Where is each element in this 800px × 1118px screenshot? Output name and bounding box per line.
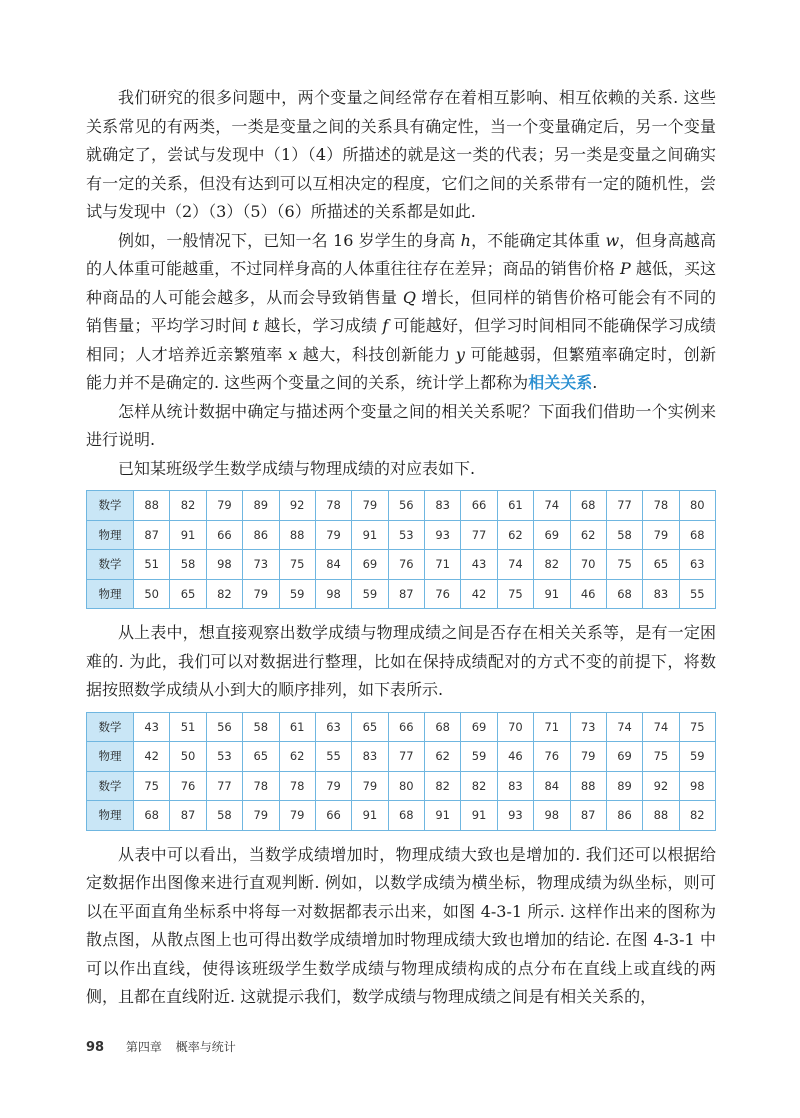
row-header: 物理 [87, 742, 134, 772]
table-cell: 62 [279, 742, 315, 772]
table-row [87, 491, 716, 521]
table-cell: 53 [206, 742, 242, 772]
table-cell: 79 [279, 801, 315, 831]
table-cell: 65 [643, 550, 679, 580]
table-cell: 76 [425, 579, 461, 609]
table-cell: 65 [243, 742, 279, 772]
table-cell: 88 [279, 520, 315, 550]
table-cell: 92 [643, 771, 679, 801]
table-cell: 46 [497, 742, 533, 772]
table-cell: 91 [534, 579, 570, 609]
paragraph-table1-caption: 已知某班级学生数学成绩与物理成绩的对应表如下. [118, 458, 476, 478]
scores-table-original [86, 490, 716, 609]
table-cell: 78 [315, 491, 351, 521]
table-cell: 43 [461, 550, 497, 580]
table-cell: 86 [606, 801, 642, 831]
chapter-label: 第四章 [125, 1040, 162, 1054]
var-y: y [455, 344, 465, 364]
table-cell: 83 [643, 579, 679, 609]
table-cell: 78 [643, 491, 679, 521]
table-cell: 62 [497, 520, 533, 550]
row-header: 数学 [87, 771, 134, 801]
table-cell: 65 [352, 712, 388, 742]
table-cell: 82 [534, 550, 570, 580]
table-row [87, 771, 716, 801]
table-cell: 74 [643, 712, 679, 742]
table-cell: 61 [279, 712, 315, 742]
table-row [87, 579, 716, 609]
table-cell: 63 [679, 550, 715, 580]
text-run: 越大，科技创新能力 [297, 344, 456, 364]
table-row [87, 712, 716, 742]
scores-table-sorted [86, 712, 716, 831]
table-cell: 98 [534, 801, 570, 831]
table-cell: 93 [497, 801, 533, 831]
table-cell: 68 [570, 491, 606, 521]
table-cell: 82 [461, 771, 497, 801]
row-header: 数学 [87, 550, 134, 580]
table-cell: 87 [388, 579, 424, 609]
var-x: x [288, 344, 298, 364]
table-cell: 78 [279, 771, 315, 801]
table-cell: 98 [206, 550, 242, 580]
table-cell: 66 [461, 491, 497, 521]
table-cell: 69 [352, 550, 388, 580]
table-row [87, 801, 716, 831]
table-cell: 66 [206, 520, 242, 550]
table-cell: 79 [243, 801, 279, 831]
table-cell: 87 [170, 801, 206, 831]
paragraph-examples [86, 227, 716, 398]
table-cell: 79 [352, 771, 388, 801]
table-cell: 74 [606, 712, 642, 742]
table-cell: 65 [170, 579, 206, 609]
table-cell: 61 [497, 491, 533, 521]
table-cell: 75 [134, 771, 170, 801]
table-cell: 89 [606, 771, 642, 801]
var-P: P [620, 259, 631, 278]
table-cell: 59 [679, 742, 715, 772]
text-run: ，不能确定其体重 [470, 230, 606, 250]
table-cell: 69 [606, 742, 642, 772]
table-cell: 68 [679, 520, 715, 550]
table-cell: 88 [643, 801, 679, 831]
table-cell: 69 [461, 712, 497, 742]
var-w: w [605, 230, 620, 250]
table-cell: 58 [170, 550, 206, 580]
table-cell: 82 [679, 801, 715, 831]
text-run: 可能越好，但学习时间相同不能确保学习成绩相同；人才培养近亲繁殖率 [86, 316, 716, 364]
table-cell: 98 [315, 579, 351, 609]
row-header: 物理 [87, 579, 134, 609]
table-cell: 76 [170, 771, 206, 801]
page-footer [86, 1038, 236, 1055]
table-cell: 70 [497, 712, 533, 742]
var-f: f [382, 316, 389, 335]
table-cell: 62 [425, 742, 461, 772]
row-header: 物理 [87, 801, 134, 831]
text-run: 越长，学习成绩 [258, 316, 383, 335]
table-cell: 59 [461, 742, 497, 772]
table-cell: 88 [570, 771, 606, 801]
paragraph-intro: 我们研究的很多问题中，两个变量之间经常存在着相互影响、相互依赖的关系. 这些关系常见的有两类，一类是变量之间的关系具有确定性，当一个变量确定后，另一个变量就确定了，尝试与发现中（1）（4）所描述的就是这一类的代表；另一类是变量之间确实有一定的关系，但没有达到可以互相决定的程度，它们之间的关系带有一定的随机性，尝试与发现中（2）（3）（5）（6）所描述的关系都是如此. [86, 88, 716, 221]
table-cell: 86 [243, 520, 279, 550]
table-cell: 68 [388, 801, 424, 831]
table-cell: 42 [461, 579, 497, 609]
table-cell: 91 [425, 801, 461, 831]
table-cell: 76 [388, 550, 424, 580]
var-h: h [460, 230, 471, 250]
table-cell: 58 [206, 801, 242, 831]
table-cell: 78 [243, 771, 279, 801]
table-cell: 73 [243, 550, 279, 580]
text-run: . [592, 373, 598, 392]
table-cell: 75 [679, 712, 715, 742]
table-cell: 58 [243, 712, 279, 742]
text-run: 增长，但同样的销售价格可能会有不同的销售量；平均学习时间 [86, 287, 716, 335]
table-cell: 50 [134, 579, 170, 609]
table-cell: 91 [352, 520, 388, 550]
table-cell: 68 [134, 801, 170, 831]
table-cell: 83 [425, 491, 461, 521]
paragraph-question: 怎样从统计数据中确定与描述两个变量之间的相关关系呢？下面我们借助一个实例来进行说明. [86, 401, 716, 449]
table-cell: 74 [497, 550, 533, 580]
table-cell: 87 [570, 801, 606, 831]
table-cell: 43 [134, 712, 170, 742]
text-run: 越低，买这种商品的人可能会越多，从而会导致销售量 [86, 259, 716, 307]
table-cell: 89 [243, 491, 279, 521]
table-cell: 66 [388, 712, 424, 742]
table-cell: 91 [352, 801, 388, 831]
table-cell: 50 [170, 742, 206, 772]
table-cell: 79 [643, 520, 679, 550]
table-cell: 98 [679, 771, 715, 801]
table-cell: 79 [206, 491, 242, 521]
table-cell: 79 [570, 742, 606, 772]
table-cell: 83 [352, 742, 388, 772]
paragraph-scatter: 从表中可以看出，当数学成绩增加时，物理成绩大致也是增加的. 我们还可以根据给定数据作出图像来进行直观判断. 例如，以数学成绩为横坐标，物理成绩为纵坐标，则可以在平面直角坐标系中将每一对数据都表示出来，如图 4-3-1 所示. 这样作出来的图称为散点图，从散点图上也可得出数学成绩增加时物理成绩大致也增加的结论. 在图 4-3-1 中可以作出直线，使得该班级学生数学成绩与物理成绩构成的点分布在直线上或直线的两侧，且都在直线附近. 这就提示我们，数学成绩与物理成绩之间是有相关关系的， [86, 844, 716, 1006]
chapter-title: 概率与统计 [175, 1040, 236, 1054]
table-cell: 46 [570, 579, 606, 609]
table-cell: 80 [679, 491, 715, 521]
table-cell: 76 [534, 742, 570, 772]
table-cell: 93 [425, 520, 461, 550]
table-cell: 82 [425, 771, 461, 801]
table-cell: 74 [534, 491, 570, 521]
table-cell: 73 [570, 712, 606, 742]
table-cell: 66 [315, 801, 351, 831]
table-cell: 91 [461, 801, 497, 831]
table-cell: 92 [279, 491, 315, 521]
table-cell: 69 [534, 520, 570, 550]
table-cell: 75 [606, 550, 642, 580]
text-run: 可能越弱，但繁殖率确定时，创新能力并不是确定的. 这些两个变量之间的关系，统计学上都称为 [86, 344, 716, 392]
table-cell: 77 [206, 771, 242, 801]
table-cell: 71 [425, 550, 461, 580]
table-cell: 79 [352, 491, 388, 521]
table-cell: 68 [425, 712, 461, 742]
table-cell: 75 [643, 742, 679, 772]
table-cell: 70 [570, 550, 606, 580]
row-header: 物理 [87, 520, 134, 550]
table-cell: 82 [206, 579, 242, 609]
table-cell: 75 [497, 579, 533, 609]
table-cell: 55 [679, 579, 715, 609]
table-cell: 79 [315, 771, 351, 801]
table-cell: 84 [315, 550, 351, 580]
term-correlation: 相关关系 [528, 373, 593, 392]
page-body [86, 84, 716, 1012]
table-cell: 91 [170, 520, 206, 550]
table-cell: 77 [461, 520, 497, 550]
table-cell: 63 [315, 712, 351, 742]
page-number: 98 [86, 1040, 105, 1055]
table-cell: 71 [534, 712, 570, 742]
table-cell: 55 [315, 742, 351, 772]
table-row [87, 520, 716, 550]
table-cell: 77 [606, 491, 642, 521]
table-cell: 56 [388, 491, 424, 521]
table-cell: 79 [243, 579, 279, 609]
table-cell: 56 [206, 712, 242, 742]
table-cell: 84 [534, 771, 570, 801]
table-cell: 68 [606, 579, 642, 609]
table-cell: 53 [388, 520, 424, 550]
table-cell: 82 [170, 491, 206, 521]
var-Q: Q [402, 287, 416, 307]
var-t: t [252, 316, 259, 335]
table-cell: 51 [134, 550, 170, 580]
row-header: 数学 [87, 491, 134, 521]
table-cell: 77 [388, 742, 424, 772]
text-run: ，但身高越高的人体重可能越重，不过同样身高的人体重往往存在差异；商品的销售价格 [86, 230, 716, 278]
table-cell: 59 [352, 579, 388, 609]
table-cell: 42 [134, 742, 170, 772]
table-cell: 87 [134, 520, 170, 550]
table-cell: 58 [606, 520, 642, 550]
table-cell: 75 [279, 550, 315, 580]
table-cell: 62 [570, 520, 606, 550]
table-cell: 59 [279, 579, 315, 609]
table-row [87, 742, 716, 772]
table-cell: 80 [388, 771, 424, 801]
row-header: 数学 [87, 712, 134, 742]
text-run: 例如，一般情况下，已知一名 16 岁学生的身高 [118, 230, 461, 250]
table-cell: 88 [134, 491, 170, 521]
table-row [87, 550, 716, 580]
paragraph-sorting: 从上表中，想直接观察出数学成绩与物理成绩之间是否存在相关关系等，是有一定困难的. 为此，我们可以对数据进行整理，比如在保持成绩配对的方式不变的前提下，将数据按照数学成绩从小到大的顺序排列，如下表所示. [86, 623, 716, 699]
table-cell: 51 [170, 712, 206, 742]
table-cell: 83 [497, 771, 533, 801]
table-cell: 79 [315, 520, 351, 550]
